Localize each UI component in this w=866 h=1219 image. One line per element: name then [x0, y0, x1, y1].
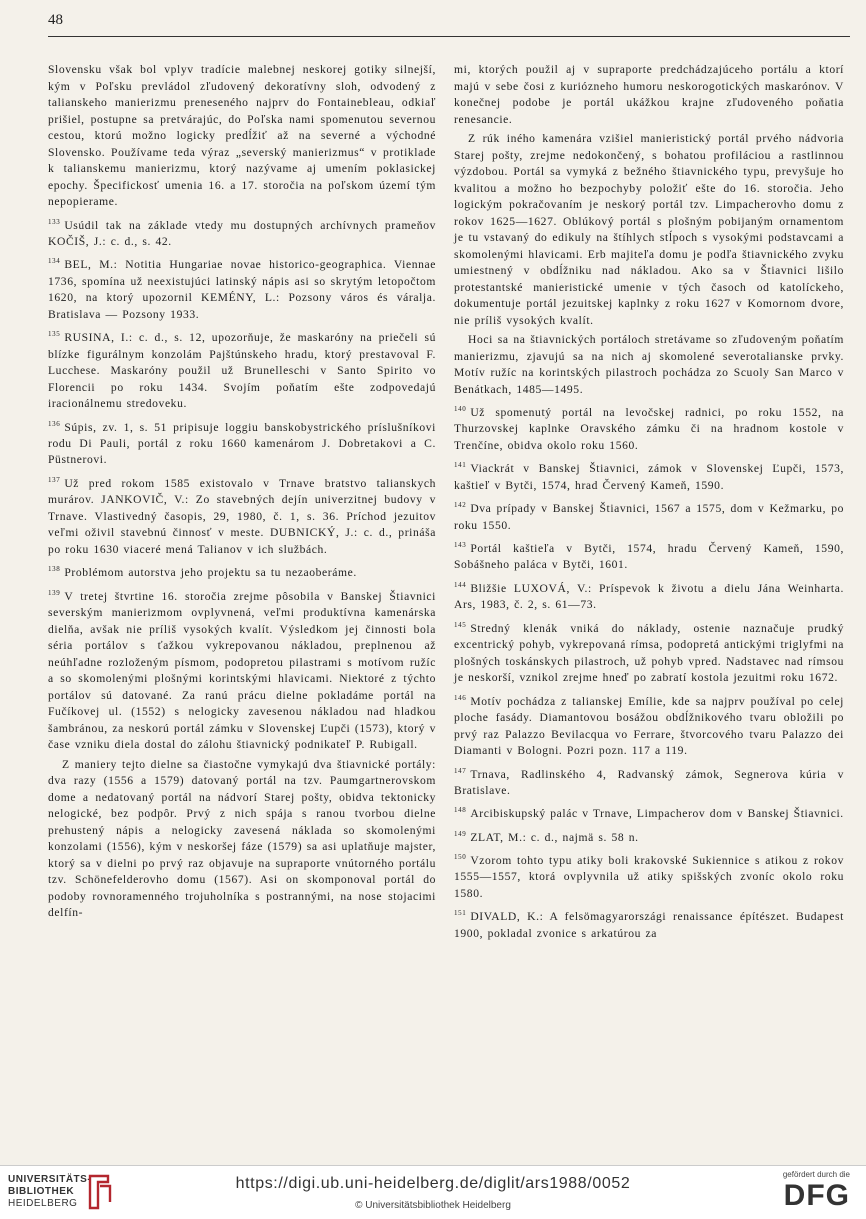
footnote-text: Arcibiskupský palác v Trnave, Limpacherov dom v Banskej Štiavnici. [470, 807, 844, 821]
document-url-link[interactable]: https://digi.ub.uni-heidelberg.de/diglit/ars1988/0052 [235, 1175, 631, 1192]
body-paragraph: Hoci sa na štiavnických portáloch stretávame so zľudoveným poňatím manierizmu, zjavujú sa na nich aj skomolené severotalianske prvky. Motív ružíc na korintských pilastroch pochádza zo Scuoly San Marco v Benátkach, 1485—1495. [454, 333, 844, 396]
footnote-number: 137 [48, 475, 61, 484]
footnote [454, 617, 844, 687]
footnote-number: 136 [48, 419, 61, 428]
footnote [454, 802, 844, 822]
footnote-number: 134 [48, 257, 61, 266]
copyright-text: © Universitätsbibliothek Heidelberg [355, 1200, 511, 1211]
footnote-number: 144 [454, 580, 467, 589]
footnote-text: Usúdil tak na základe vtedy mu dostupných archívnych prameňov KOČIŠ, J.: c. d., s. 42. [48, 218, 436, 248]
footnote-text: Motív pochádza z talianskej Emílie, kde sa najprv používal po celej ploche fasády. Diamantovou bosážou obdĺžnikového tvaru obložili po prvý raz Palazzo Bevilacqua vo Ferrare, štvorcového tvaru Palazzo dei Diamanti v Bologni. Pozri pozn. 117 a 119. [454, 694, 844, 758]
footnote [454, 457, 844, 494]
footnote [454, 849, 844, 902]
footnote-text: Portál kaštieľa v Bytči, 1574, hradu Červený Kameň, 1590, Sobášneho paláca v Bytči, 1601. [454, 541, 844, 572]
footnote-number: 151 [454, 909, 467, 918]
footnote-text: Už spomenutý portál na levočskej radnici, po roku 1552, na Thurzovskej kaplnke Oravského zámku či na hradnom kostole v Trenčíne, obidva okolo roku 1560. [454, 405, 844, 452]
footnote [48, 561, 436, 581]
logo-line-1: UNIVERSITÄTS- [8, 1174, 92, 1185]
footnote-number: 146 [454, 693, 467, 702]
footnote-text: Bližšie LUXOVÁ, V.: Príspevok k životu a dielu Jána Weinharta. Ars, 1983, č. 2, s. 61—73. [454, 581, 844, 612]
footnote-number: 135 [48, 330, 61, 339]
footnote-number: 139 [48, 588, 61, 597]
footnote-text: Viackrát v Banskej Štiavnici, zámok v Slovenskej Ľupči, 1573, kaštieľ v Bytči, 1574, hrad Červený Kameň, 1590. [454, 462, 844, 492]
footnote-text: RUSINA, I.: c. d., s. 12, upozorňuje, že maskaróny na priečeli sú blízke figurálnym konzolám Pajštúnskeho hradu, ktorý prestavoval F. Lucchese. Maskaróny použil už Brunelleschi v Santo Spirito vo Florencii po roku 1434. Svojím poňatím ešte zodpovedajú iracionálnemu stredoveku. [48, 331, 436, 411]
footnote-text: ZLAT, M.: c. d., najmä s. 58 n. [470, 830, 639, 844]
top-rule [48, 36, 850, 37]
footnote-number: 142 [454, 501, 467, 510]
footnote-number: 138 [48, 565, 61, 574]
logo-line-3: HEIDELBERG [8, 1198, 78, 1209]
footer-bar [0, 1165, 866, 1219]
page-number: 48 [48, 12, 63, 28]
footnote-number: 149 [454, 829, 467, 838]
footnote-text: Už pred rokom 1585 existovalo v Trnave bratstvo talianskych murárov. JANKOVIČ, V.: Zo stavebných dejín univerzitnej budovy v Trnave. Vlastivedný časopis, 29, 1980, č. 1, s. 36. Príchod jezuitov veľmi oživil stavebnú činnosť v meste. DUBNICKÝ, J.: c. d., prináša po roku 1630 viaceré mená Talianov v ich službách. [48, 476, 436, 556]
dfg-label: gefördert durch die [782, 1170, 850, 1179]
footnote-text: V tretej štvrtine 16. storočia zrejme pôsobila v Banskej Štiavnici severským manierizmom ovplyvnená, veľmi produktívna kamenárska dielňa, avšak nie príliš vysokých kvalít. Výsledkom jej činnosti bola séria portálov s ťažkou vykrepovanou nákladou, preplnenou až neúhľadne rozloženým písmom, podopretou pilastrami s motívom ružíc a so skomolenými plošnými korintskými hlavicami. Niektoré z týchto portálov sú datované. Za ranú prácu dielne pokladáme portál na Fučíkovej ul. (1552) s nelogicky zavesenou nákladou nad hladkou šambránou, za neskorú portál zámku v Slovenskej Ľupči (1573), ktorý v čase vzniku diela dostal do zálohu štiavnický podnikateľ P. Rubigall. [48, 589, 436, 752]
footnote-number: 147 [454, 766, 467, 775]
footnote [454, 763, 844, 800]
footnote [454, 826, 844, 846]
footnote-text: BEL, M.: Notitia Hungariae novae historico-geographica. Viennae 1736, spomína už neexistujúci latinský nápis asi so skrytým letopočtom 1620, na ktorý upozornil KEMÉNY, L.: Pozsony város és váralja. Bratislava — Pozsony 1933. [48, 258, 436, 321]
right-column [454, 62, 844, 942]
footnote-text: DIVALD, K.: A felsömagyarországi renaissance építészet. Budapest 1900, pokladal zvonice s arkatúrou za [454, 910, 844, 940]
body-paragraph: Z maniery tejto dielne sa čiastočne vymykajú dva štiavnické portály: dva razy (1556 a 1579) datovaný portál na tzv. Paumgartnerovskom dome a nedatovaný portál na nádvorí Starej pošty, obidva tektonicky nelogické, bez podpôr. Prvý z nich spája s ranou tvorbou dielne prehustený nápis a nelogicky zavesená náklada so skomolenými konzolami (1556), kým v neskoršej fáze (1579) sa asi uplatňuje majster, ktorý sa v dielni po prvý raz objavuje na supraporte vnútorného portálu tzv. Schönefelderovho domu (1567). Asi on skomponoval portál do podoby rovnoramenného trojuholníka s postrannými, na nose stojacimi delfín- [48, 757, 436, 920]
footnote-text: Súpis, zv. 1, s. 51 pripisuje loggiu banskobystrického príslušníkovi rodu Di Pauli, portál z roku 1660 kamenárom J. Dobretakovi a C. Püstnerovi. [48, 420, 436, 467]
footnote [454, 577, 844, 614]
footnote-number: 140 [454, 405, 467, 413]
footnote-number: 145 [454, 620, 467, 629]
footnote [48, 585, 436, 754]
footnote [454, 401, 844, 454]
footnote [454, 537, 844, 574]
footnote-text: Vzorom tohto typu atiky boli krakovské Sukiennice s atikou z rokov 1555—1557, ktorá ovplyvnila už atiky spišských zvoníc okolo roku 1580. [454, 853, 844, 900]
logo-line-2: BIBLIOTHEK [8, 1186, 75, 1197]
footnote [48, 253, 436, 323]
footnote-text: Trnava, Radlinského 4, Radvanský zámok, Segnerova kúria v Bratislave. [454, 767, 844, 797]
footnote-number: 141 [454, 461, 467, 470]
left-column [48, 62, 436, 922]
footnote [454, 690, 844, 760]
footnote-number: 143 [454, 541, 467, 550]
footnote-number: 148 [454, 806, 467, 815]
body-paragraph: mi, ktorých použil aj v supraporte predchádzajúceho portálu a ktorí majú v sebe čosi z kuriózneho humoru neskorogotických maskarónov. V konečnej podobe je portál ukážkou krajne zľudoveného poňatia renesancie. [454, 63, 844, 126]
footnote [48, 214, 436, 251]
body-paragraph: Slovensku však bol vplyv tradície malebnej neskorej gotiky silnejší, kým v Poľsku prevládol zľudovený dekoratívny sloh, odvodený z talianskeho manierizmu preneseného najprv do Fontainebleau, odkiaľ prišiel, postupne sa pretvárajúc, do Poľska nami spomenutou severnou cestou, ktorú možno logicky predĺžiť až na severné a východné Slovensko. Používame teda výraz „severský manierizmus“ v protiklade k talianskemu manierizmu, ktorý nazývame aj umením poklasickej epochy. Špecifickosť umenia 16. a 17. storočia na poľskom území tým nepopierame. [48, 63, 436, 208]
footnote-text: Stredný klenák vniká do náklady, ostenie naznačuje prudký excentrický pohyb, vykrepovaná rímsa, podopretá antickými triglyfmi na plošných toskánskych pilastroch, už pohyb vpred. Nadstavec nad rímsou je neskorší, vznikol zrejme hneď po zabratí kostola jezuitmi roku 1672. [454, 621, 844, 685]
footnote [48, 416, 436, 469]
footnote-text: Dva prípady v Banskej Štiavnici, 1567 a 1575, dom v Kežmarku, po roku 1550. [454, 502, 844, 532]
dfg-logo: DFG [783, 1179, 850, 1212]
footnote [48, 472, 436, 558]
footnote-number: 133 [48, 217, 61, 226]
footnote-text: Problémom autorstva jeho projektu sa tu nezaoberáme. [64, 566, 357, 580]
footnote-number: 150 [454, 853, 467, 862]
body-paragraph: Z rúk iného kamenára vzišiel manieristický portál prvého nádvoria Starej pošty, zrejme nedokončený, s bohatou profiláciou a rastlinnou výzdobou. Portál sa vymyká z bežného štiavnického typu, prevyšuje ho kvalitou a možno ho bezpochyby položiť ešte do 16. storočia. Jeho logickým pokračovaním je neskorý portál tzv. Limpacherovho domu z rokov 1625—1627. Oblúkový portál s plošným pobijaným ornamentom je tu vstavaný do edikuly na štíhlych stĺpoch s vysokými podstavcami a skomolenými hlavicami. Erb majiteľa domu je podľa štiavnického zvyku umiestnený v obdĺžniku nad nákladou. Ako sa v Štiavnici lišilo protestantské manieristické umenie v tých časoch od katolíckeho, dokumentuje portál jezuitskej kaplnky z roku 1627 v Komornom dvore, nie príliš vysokých kvalít. [454, 132, 844, 327]
footnote [454, 497, 844, 534]
footnote [48, 326, 436, 412]
footnote [454, 905, 844, 942]
